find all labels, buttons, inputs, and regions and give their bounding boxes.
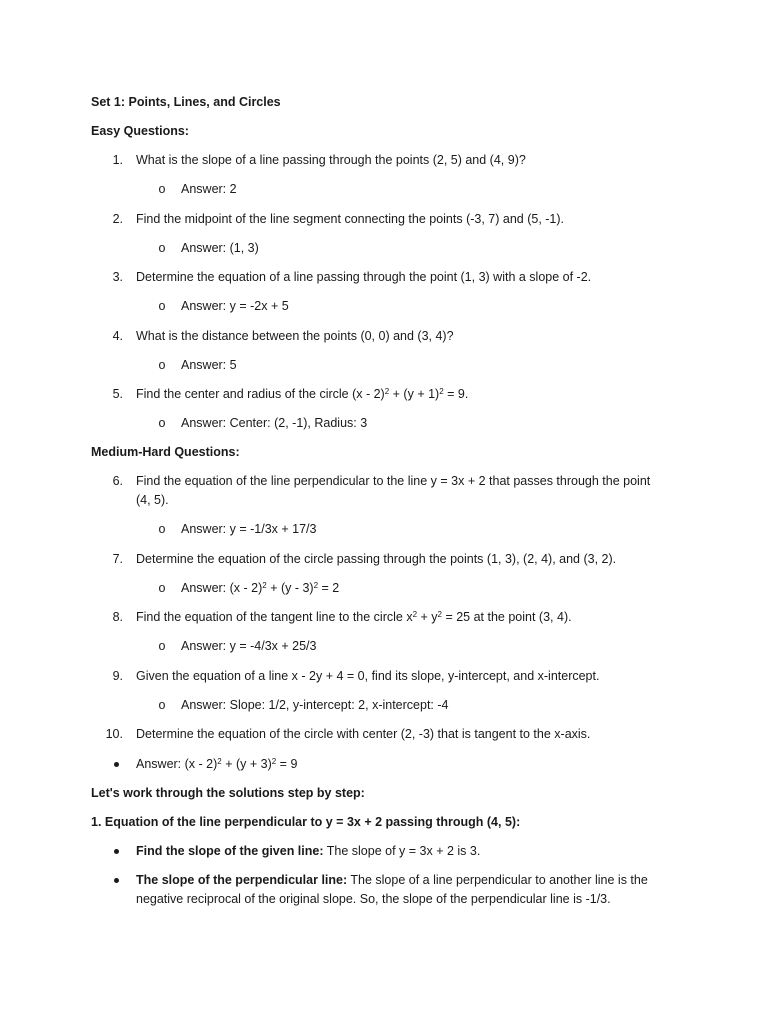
step-text-line-1: The slope of the perpendicular line: The slope of a line perpendicular to another line is the [136,873,648,887]
sub-bullet-icon: o [158,299,166,313]
question-number: 8. [112,610,123,624]
question-text-line-1: Find the equation of the line perpendicular to the line y = 3x + 2 that passes through the point [136,474,651,488]
question-number: 4. [112,329,123,343]
step-text: Find the slope of the given line: The slope of y = 3x + 2 is 3. [136,844,481,858]
answer-text: Answer: Center: (2, -1), Radius: 3 [181,416,368,430]
sub-bullet-icon: o [158,358,166,372]
set-title: Set 1: Points, Lines, and Circles [91,95,281,109]
sub-bullet-icon: o [158,698,166,712]
answer-text: Answer: $(x - 2)^2 + (y + 3)^2 = 9$ [136,757,298,771]
question-text: What is the slope of a line passing through the points (2, 5) and (4, 9)? [136,153,526,167]
question-number: 1. [112,153,123,167]
question-text: Determine the equation of the circle passing through the points (1, 3), (2, 4), and (3, 2). [136,552,617,566]
question-text-line-2: (4, 5). [136,493,169,507]
answer-text: Answer: 2 [181,182,237,196]
bullet-dot-icon [114,849,119,854]
question-number: 5. [112,387,123,401]
question-number: 9. [112,669,123,683]
question-number: 10. [105,727,123,741]
answer-text: Answer: 5 [181,358,237,372]
answer-text: Answer: (x - 2)$^2$ + (y - 3)$^2$ = 2 [181,581,340,595]
bullet-dot-icon [114,878,119,883]
sub-bullet-icon: o [158,241,166,255]
solutions-heading: Let's work through the solutions step by step: [91,786,365,800]
answer-text: Answer: (1, 3) [181,241,259,255]
sub-bullet-icon: o [158,581,166,595]
answer-text: Answer: y = -2x + 5 [181,299,289,313]
question-text: Find the center and radius of the circle $(x - 2)^2 + (y + 1)^2 = 9$. [136,387,469,401]
sub-bullet-icon: o [158,522,166,536]
solution-1-heading: 1. Equation of the line perpendicular to y = 3x + 2 passing through (4, 5): [91,815,521,829]
medium-hard-questions-heading: Medium-Hard Questions: [91,445,240,459]
answer-text: Answer: y = -1/3x + 17/3 [181,522,317,536]
step-text-line-2: negative reciprocal of the original slope. So, the slope of the perpendicular line is -1/3. [136,892,611,906]
answer-text: Answer: Slope: 1/2, y-intercept: 2, x-intercept: -4 [181,698,449,712]
question-text: Determine the equation of the circle with center (2, -3) that is tangent to the x-axis. [136,727,591,741]
question-number: 6. [112,474,123,488]
sub-bullet-icon: o [158,182,166,196]
sub-bullet-icon: o [158,639,166,653]
question-text: Given the equation of a line x - 2y + 4 = 0, find its slope, y-intercept, and x-intercept. [136,669,600,683]
question-text: What is the distance between the points (0, 0) and (3, 4)? [136,329,454,343]
question-text: Determine the equation of a line passing through the point (1, 3) with a slope of -2. [136,270,592,284]
easy-questions-heading: Easy Questions: [91,124,189,138]
answer-text: Answer: y = -4/3x + 25/3 [181,639,317,653]
question-number: 2. [112,212,123,226]
question-text: Find the midpoint of the line segment connecting the points (-3, 7) and (5, -1). [136,212,565,226]
sub-bullet-icon: o [158,416,166,430]
bullet-dot-icon [114,762,119,767]
question-number: 3. [112,270,123,284]
question-text: Find the equation of the tangent line to the circle $x^2 + y^2 = 25$ at the point (3, 4). [136,610,572,624]
question-number: 7. [112,552,123,566]
